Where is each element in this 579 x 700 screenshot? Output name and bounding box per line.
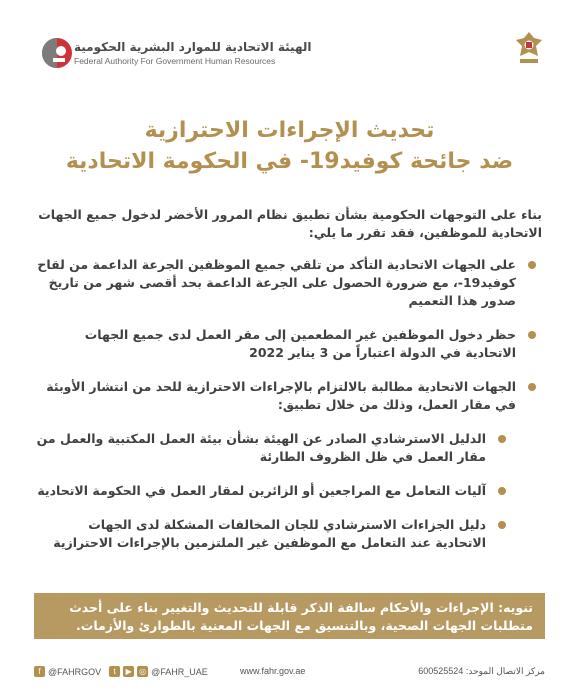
fahr-brand [40,36,321,70]
twitter-icon[interactable]: t [109,666,120,677]
youtube-icon[interactable]: ▶ [123,666,134,677]
bullet-icon [498,435,506,443]
sub-list-item [34,430,542,466]
sub-list-item-text: دليل الجزاءات الاسترشادي للجان المخالفات المشكلة لدى الجهات الاتحادية عند التعامل مع الموظفين غير الملتزمين بالإجراءات الاحترازية [53,517,486,550]
sub-list-item-text: آليات التعامل مع المراجعين أو الزائرين لمقار العمل في الحكومة الاتحادية [37,483,486,498]
social-handle-fahr-uae[interactable]: @FAHR_UAE [151,666,208,677]
list-item [34,326,542,362]
contact-number: 600525524 [418,666,464,676]
fahr-logo-icon [40,36,74,70]
org-name-english: Federal Authority For Government Human Resources [74,55,276,66]
uae-emblem-icon [509,30,549,76]
facebook-icon[interactable]: f [34,666,45,677]
bullet-icon [498,521,506,529]
bullet-icon [528,331,536,339]
bullet-icon [498,487,506,495]
website-link[interactable]: www.fahr.gov.ae [240,666,306,676]
title-line-1: تحديث الإجراءات الاحترازية [144,118,435,143]
org-name-arabic: الهيئة الاتحادية للموارد البشرية الحكومية [74,39,312,54]
instagram-icon[interactable]: ◎ [137,666,148,677]
list-item-text: الجهات الاتحادية مطالبة بالالتزام بالإجراءات الاحترازية للحد من انتشار الأوبئة في مقار العمل، وذلك من خلال تطبيق: [46,379,516,412]
title-line-2: ضد جائحة كوفيد19- في الحكومة الاتحادية [65,149,514,174]
sub-list-item [34,482,542,500]
list-item [34,256,542,310]
social-handle-fahrgov[interactable]: @FAHRGOV [48,666,102,677]
list-item-text: حظر دخول الموظفين غير المطعمين إلى مقر العمل لدى جميع الجهات الاتحادية في الدولة اعتباراً من 3 يناير 2022 [84,327,516,360]
bullet-icon [528,383,536,391]
contact-center [418,666,545,677]
bullet-icon [528,261,536,269]
header [0,0,579,90]
footer [0,662,579,682]
list-item [34,378,542,414]
intro-paragraph: بناء على التوجهات الحكومية بشأن تطبيق نظام المرور الأخضر لدخول جميع الجهات الاتحادية للموظفين، فقد تقرر ما يلي: [38,207,542,240]
contact-label: مركز الاتصال الموحد: [465,666,545,676]
sub-list-item [34,516,542,552]
notice-banner: تنويه: الإجراءات والأحكام سالفة الذكر قابلة للتحديث والتغيير بناء على أحدث متطلبات الجهات الصحية، وبالتنسيق مع الجهات المعنية بالطوارئ والأزمات. [34,593,545,639]
main-content [34,206,542,568]
sub-list-item-text: الدليل الاسترشادي الصادر عن الهيئة بشأن بيئة العمل المكتبية والعمل من مقار العمل في ظل الظروف الطارئة [36,431,486,464]
page-title [0,116,579,178]
social-links [34,666,216,677]
list-item-text: على الجهات الاتحادية التأكد من تلقي جميع الموظفين الجرعة الداعمة من لقاح كوفيد19-، مع ضرورة الحصول على الجرعة الداعمة بحد أقصى شهر من تاريخ صدور هذا التعميم [37,257,516,308]
